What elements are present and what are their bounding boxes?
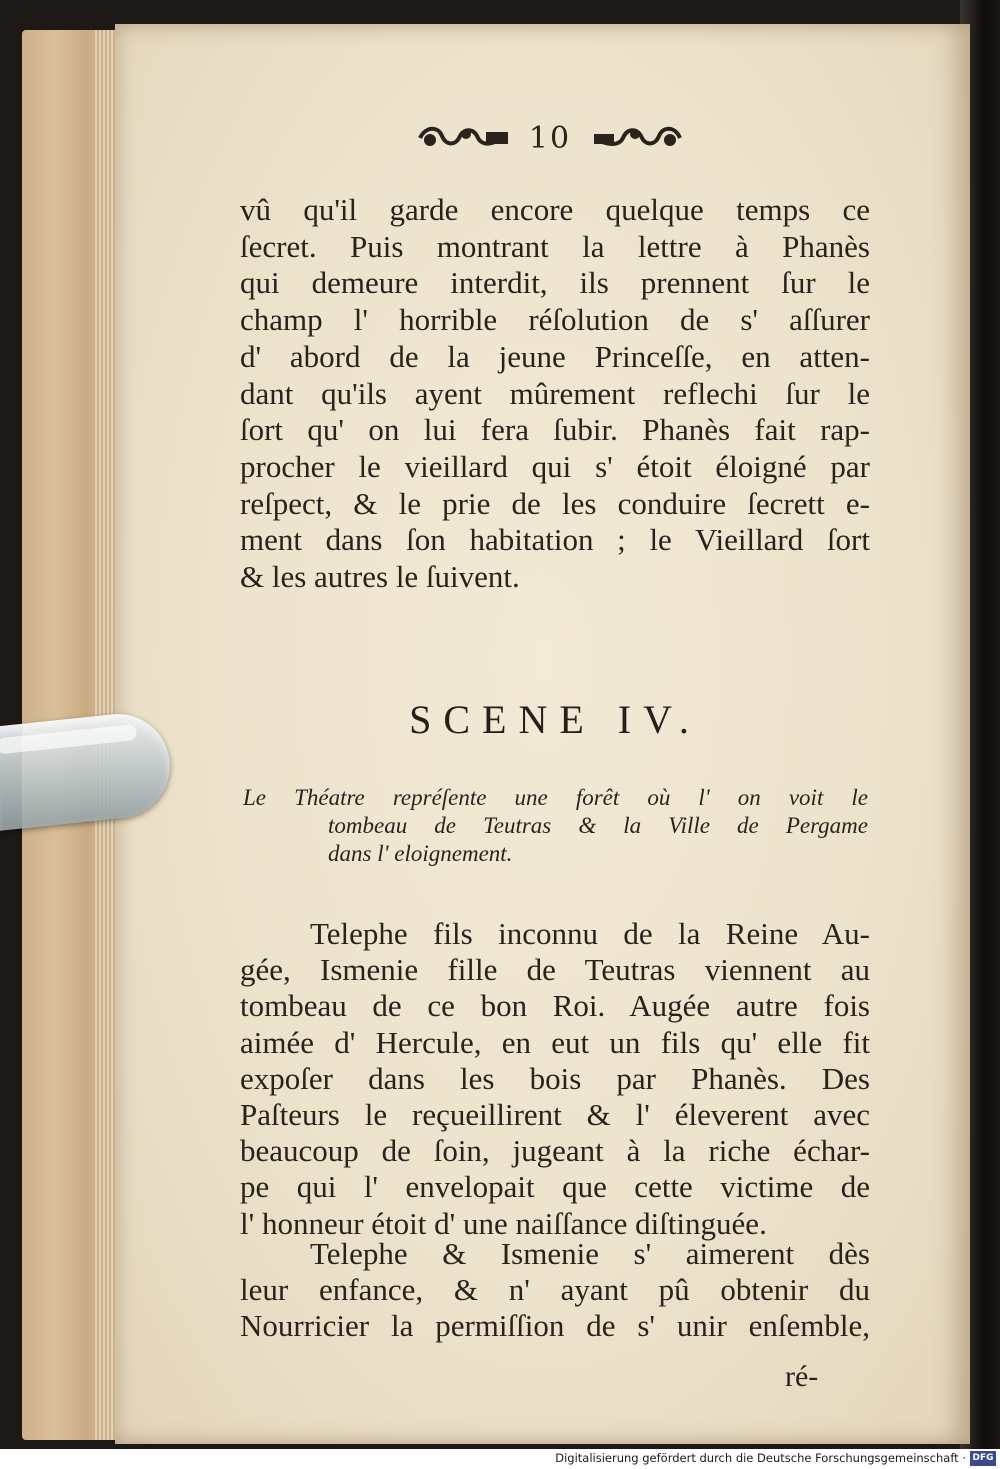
scene-heading: SCENE IV. [409, 697, 701, 742]
text-line: procher le vieillard qui s' étoit éloigné par [240, 448, 870, 484]
page-number: 10 [528, 120, 572, 156]
text-line: vû qu'il garde encore quelque temps ce [240, 192, 870, 227]
text-line: ſecret. Puis montrant la lettre à Phanès [240, 228, 870, 264]
text-line: pe qui l' envelopait que cette victime de [240, 1169, 870, 1205]
text-line: champ l' horrible réſolution de s' aſſurer [240, 302, 870, 338]
text-line: l' honneur étoit d' une naiſſance diſtinguée. [240, 1205, 767, 1241]
stage-direction [243, 784, 868, 868]
text-line: reſpect, & le prie de les conduire ſecrett e- [240, 485, 870, 521]
page-header [410, 118, 690, 158]
text-line: aimée d' Hercule, en eut un fils qu' elle fit [240, 1024, 870, 1060]
paragraph-3 [240, 1236, 870, 1345]
paragraph-2 [240, 916, 870, 1242]
text-line: & les autres le ſuivent. [240, 559, 520, 595]
stage-direction-line: Le Théatre repréſente une forêt où l' on voit le [243, 785, 868, 810]
text-line: Telephe fils inconnu de la Reine Au- [310, 916, 870, 951]
text-line: Paſteurs le reçueillirent & l' éleverent avec [240, 1097, 870, 1133]
stage-direction-line: tombeau de Teutras & la Ville de Pergame [328, 813, 868, 838]
left-ornament-icon [416, 124, 511, 152]
text-line: tombeau de ce bon Roi. Augée autre fois [240, 988, 870, 1024]
text-line: leur enfance, & n' ayant pû obtenir du [240, 1272, 870, 1308]
text-line: Nourricier la permiſſion de s' unir enſemble, [240, 1308, 870, 1344]
text-line: d' abord de la jeune Princeſſe, en atten- [240, 338, 870, 374]
text-line: ſort qu' on lui fera ſubir. Phanès fait rap- [240, 412, 870, 448]
text-line: dant qu'ils ayent mûrement reflechi ſur le [240, 375, 870, 411]
text-line: qui demeure interdit, ils prennent ſur le [240, 265, 870, 301]
text-line: beaucoup de ſoin, jugeant à la riche échar- [240, 1133, 870, 1169]
footer-credit: Digitalisierung gefördert durch die Deutsche Forschungsgemeinschaft · [555, 1451, 966, 1465]
right-ornament-icon [589, 124, 684, 152]
text-line: Telephe & Ismenie s' aimerent dès [310, 1236, 870, 1271]
text-line: ment dans ſon habitation ; le Vieillard ſort [240, 522, 870, 558]
text-line: expoſer dans les bois par Phanès. Des [240, 1060, 870, 1096]
paragraph-1 [240, 192, 870, 596]
text-line: gée, Ismenie fille de Teutras viennent au [240, 952, 870, 988]
clip-highlight [0, 724, 137, 755]
dfg-logo-icon: DFG [970, 1451, 996, 1466]
catchword: ré- [785, 1360, 819, 1393]
stage-direction-line: dans l' eloignement. [328, 841, 513, 866]
